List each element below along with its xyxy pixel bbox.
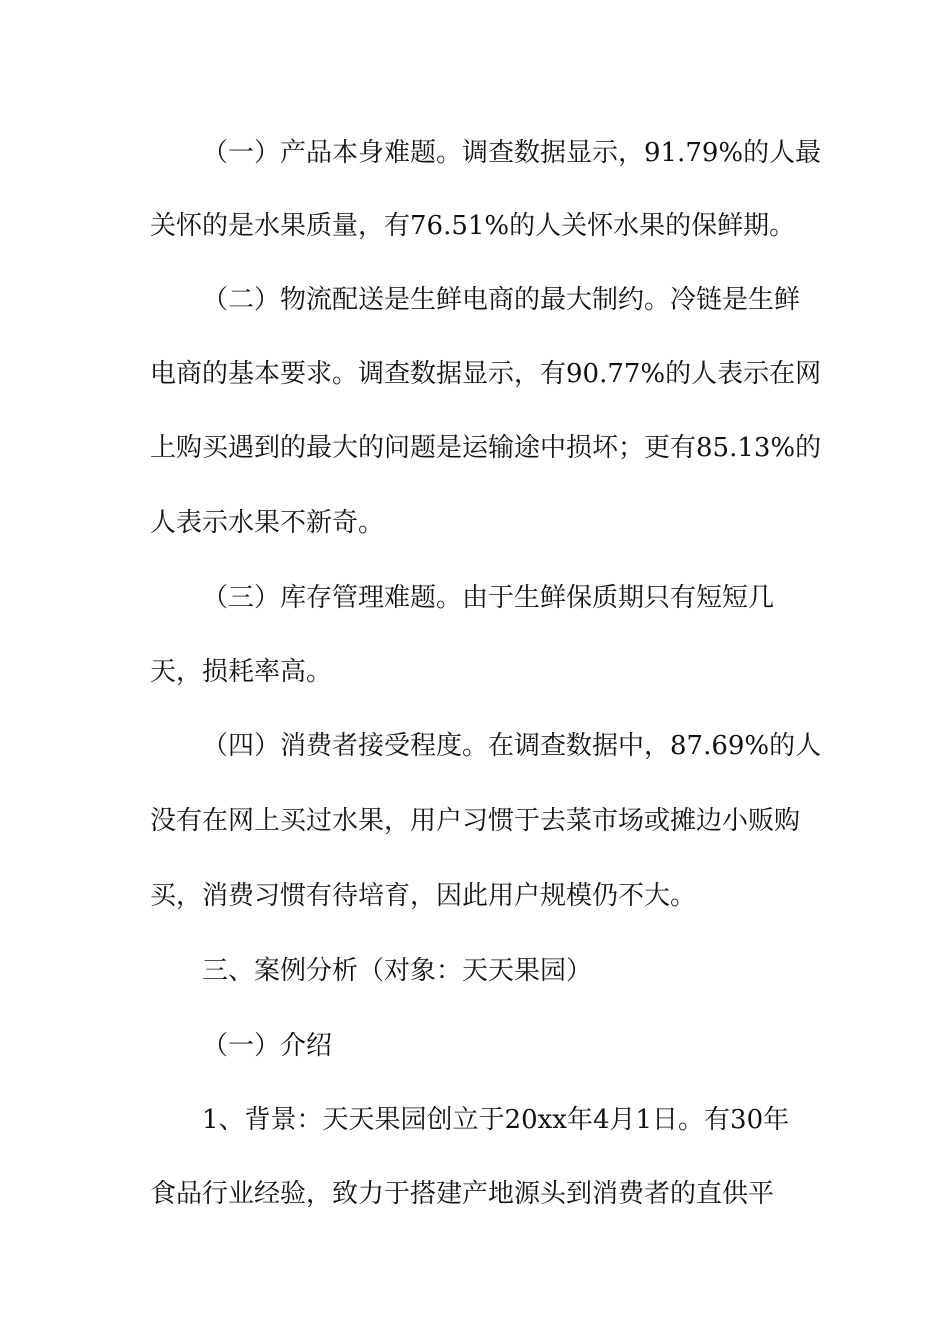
paragraph-line-4: 电商的基本要求。调查数据显示，有90.77%的人表示在网: [150, 359, 822, 389]
paragraph-line-9: （四）消费者接受程度。在调查数据中，87.69%的人: [202, 731, 822, 761]
paragraph-line-6: 人表示水果不新奇。: [150, 508, 385, 538]
paragraph-line-1: （一）产品本身难题。调查数据显示，91.79%的人最: [202, 138, 822, 168]
paragraph-line-14: 1、背景：天天果园创立于20xx年4月1日。有30年: [202, 1105, 790, 1135]
section-heading-case-analysis: 三、案例分析（对象：天天果园）: [202, 956, 593, 986]
paragraph-line-10: 没有在网上买过水果，用户习惯于去菜市场或摊边小贩购: [150, 806, 801, 836]
subsection-heading-intro: （一）介绍: [202, 1031, 333, 1061]
paragraph-line-11: 买，消费习惯有待培育，因此用户规模仍不大。: [150, 881, 697, 911]
paragraph-line-7: （三）库存管理难题。由于生鲜保质期只有短短几: [202, 583, 775, 613]
paragraph-line-3: （二）物流配送是生鲜电商的最大制约。冷链是生鲜: [202, 285, 801, 315]
paragraph-line-2: 关怀的是水果质量，有76.51%的人关怀水果的保鲜期。: [150, 211, 796, 241]
paragraph-line-8: 天，损耗率高。: [150, 657, 333, 687]
paragraph-line-15: 食品行业经验，致力于搭建产地源头到消费者的直供平: [150, 1179, 775, 1209]
paragraph-line-5: 上购买遇到的最大的问题是运输途中损坏；更有85.13%的: [150, 433, 822, 463]
